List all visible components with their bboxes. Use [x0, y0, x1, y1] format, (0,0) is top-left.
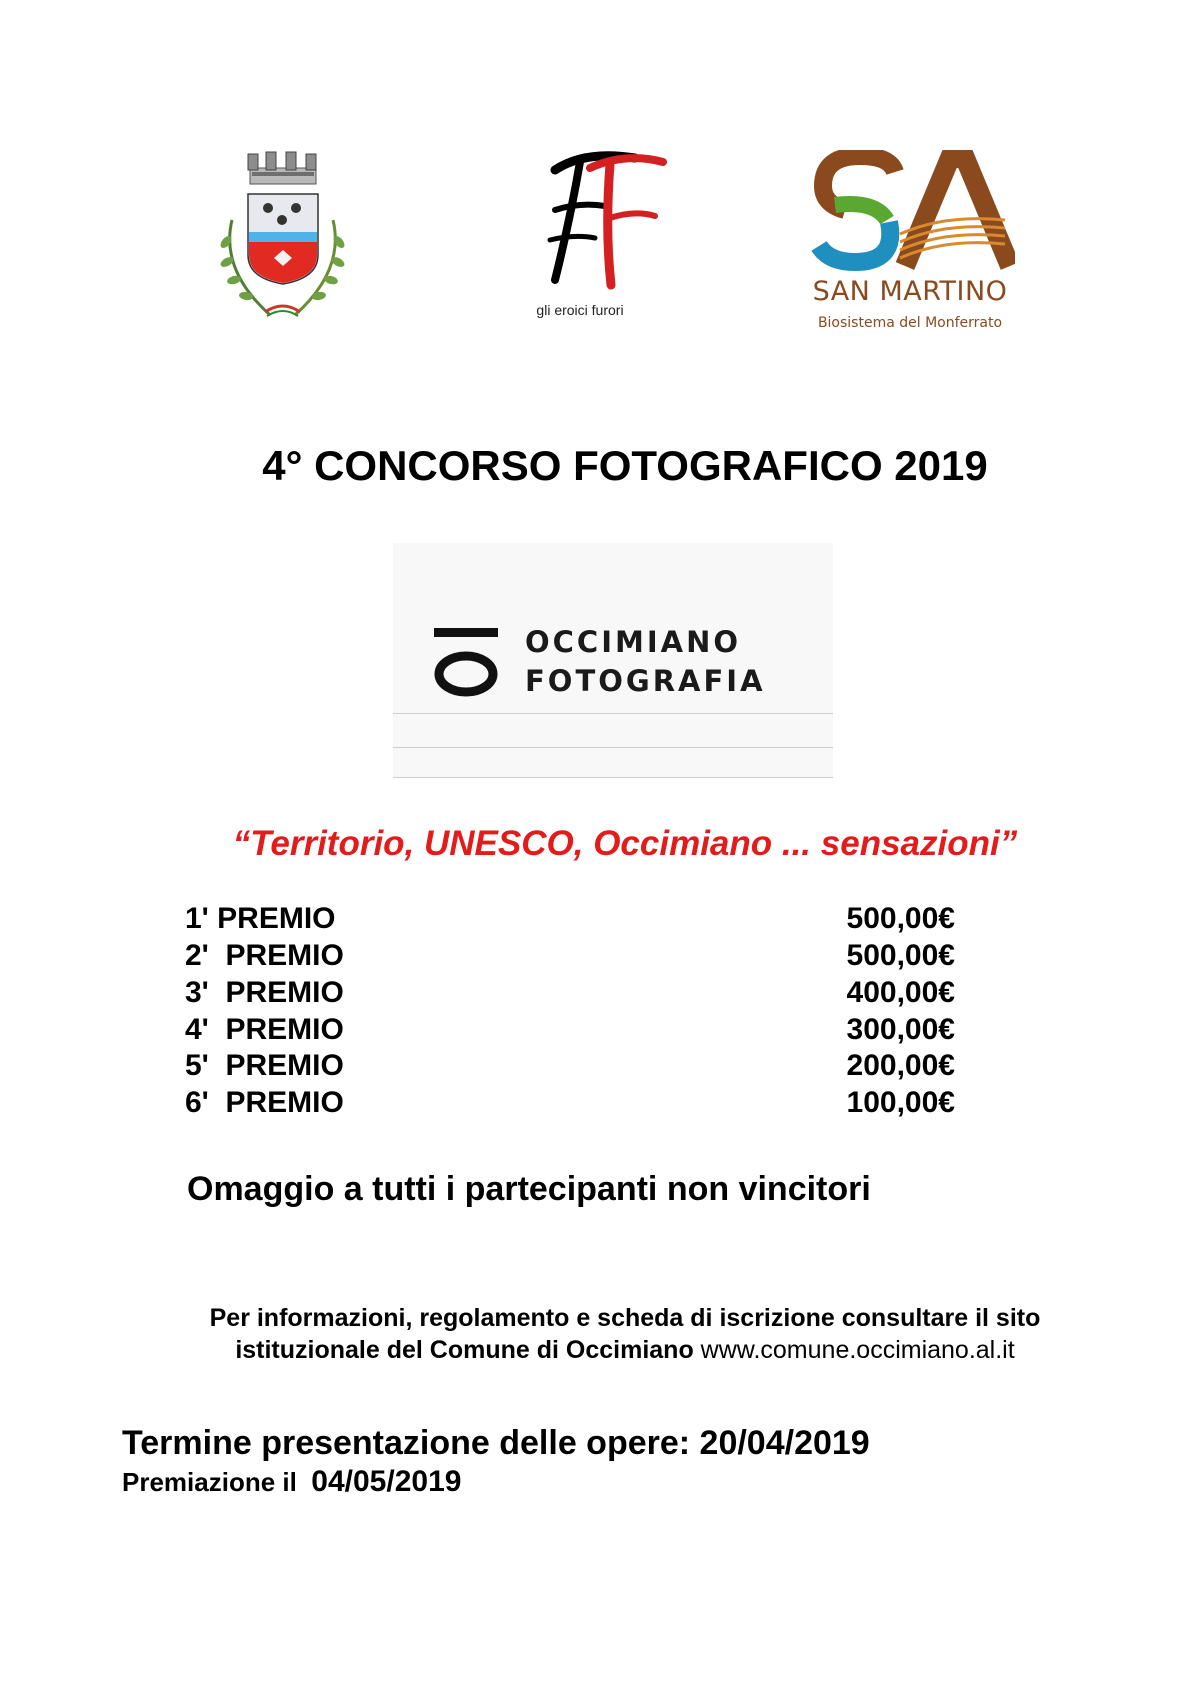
ef-logo-icon [525, 140, 675, 300]
info-line-1: Per informazioni, regolamento e scheda di iscrizione consultare il sito [209, 1304, 1041, 1332]
page-title: 4° CONCORSO FOTOGRAFICO 2019 [262, 442, 988, 489]
website-link[interactable]: www.comune.occimiano.al.it [700, 1336, 1015, 1364]
banner-divider [393, 713, 833, 714]
prize-amount: 500,00€ [846, 902, 955, 935]
prize-label: 1' PREMIO [185, 902, 336, 935]
prize-row [185, 939, 955, 975]
prize-label: 3' PREMIO [185, 976, 344, 1009]
occimiano-fotografia-banner [393, 543, 833, 778]
ef-logo [525, 140, 675, 330]
prize-amount: 400,00€ [846, 976, 955, 1009]
info-line-2: istituzionale del Comune di Occimiano [235, 1336, 694, 1364]
prize-row [185, 976, 955, 1012]
prize-row [185, 1086, 955, 1122]
coat-of-arms-icon [210, 150, 355, 330]
banner-line-1: OCCIMIANO [525, 625, 742, 659]
occimiano-o-icon [433, 628, 499, 698]
prize-amount: 300,00€ [846, 1013, 955, 1046]
prize-label: 5' PREMIO [185, 1049, 344, 1082]
prize-row [185, 1049, 955, 1085]
san-martino-logo [805, 150, 1015, 340]
prize-label: 4' PREMIO [185, 1013, 344, 1046]
prize-amount: 100,00€ [846, 1086, 955, 1119]
submission-deadline: Termine presentazione delle opere: 20/04/2019 [122, 1424, 870, 1462]
prize-amount: 500,00€ [846, 939, 955, 972]
award-date: 04/05/2019 [311, 1465, 462, 1498]
prize-amount: 200,00€ [846, 1049, 955, 1082]
participants-gift-note: Omaggio a tutti i partecipanti non vincitori [187, 1170, 871, 1208]
banner-line-2: FOTOGRAFIA [525, 664, 766, 698]
award-label: Premiazione il [122, 1467, 297, 1497]
prize-label: 2' PREMIO [185, 939, 344, 972]
coat-of-arms-logo [210, 150, 355, 330]
contest-motto: “Territorio, UNESCO, Occimiano ... sensazioni” [232, 824, 1018, 863]
sa-logo-icon [805, 150, 1015, 275]
prize-label: 6' PREMIO [185, 1086, 344, 1119]
banner-divider [393, 777, 833, 778]
san-martino-title: SAN MARTINO [812, 276, 1008, 307]
award-ceremony [122, 1465, 461, 1499]
banner-divider [393, 747, 833, 748]
prize-row [185, 902, 955, 938]
prize-row [185, 1013, 955, 1049]
ef-logo-caption: gli eroici furori [536, 302, 624, 318]
san-martino-subtitle: Biosistema del Monferrato [817, 315, 1003, 331]
info-paragraph [0, 1302, 1190, 1366]
